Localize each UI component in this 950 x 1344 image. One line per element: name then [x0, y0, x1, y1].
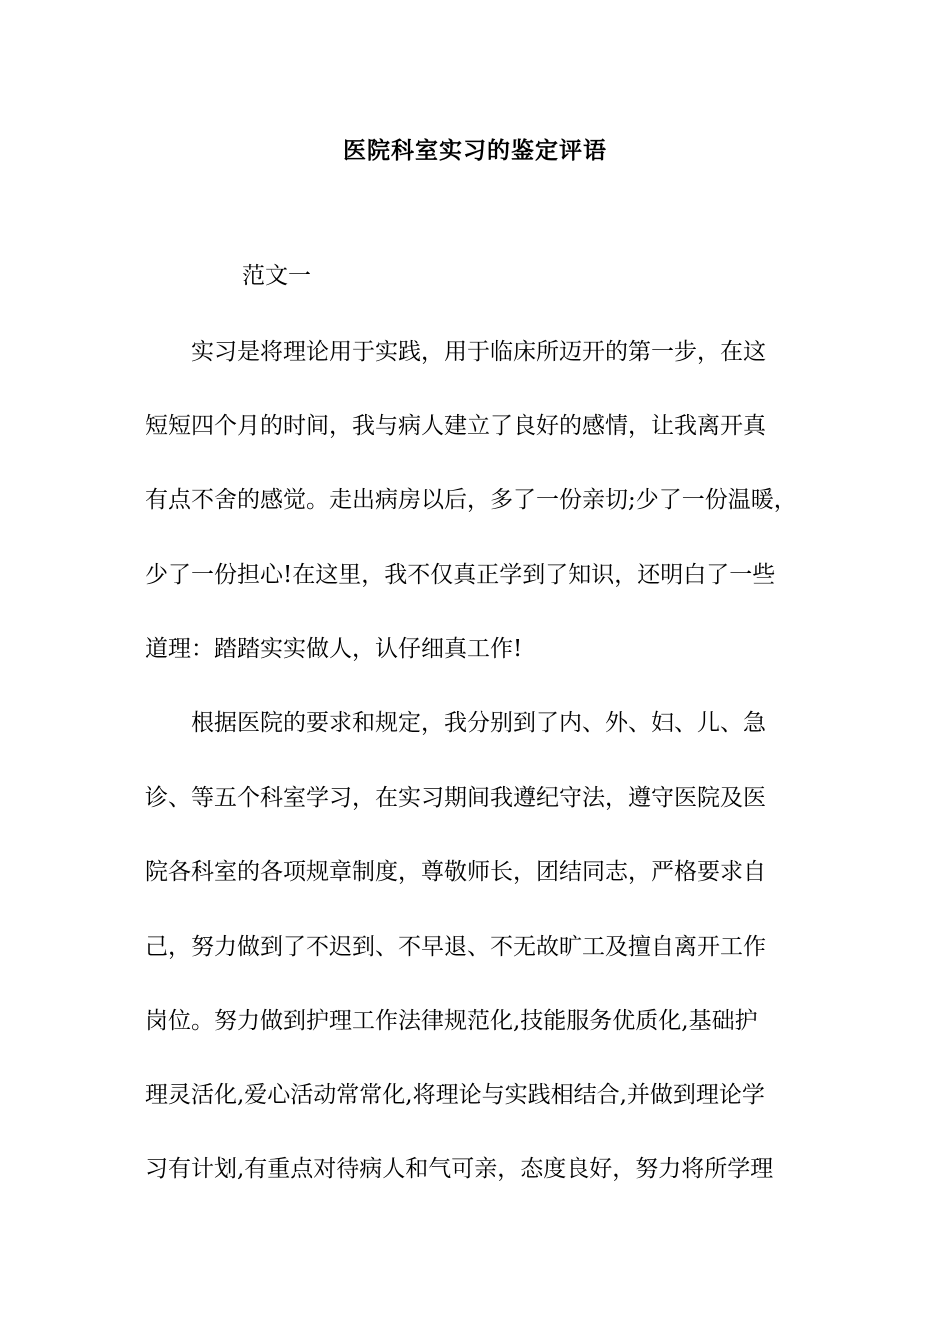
body-line-11: 理灵活化,爱心活动常常化,将理论与实践相结合,并做到理论学 [145, 1082, 765, 1108]
body-line-7: 诊、等五个科室学习，在实习期间我遵纪守法，遵守医院及医 [145, 785, 766, 811]
body-line-4: 少了一份担心!在这里，我不仅真正学到了知识，还明白了一些 [145, 562, 776, 588]
body-line-8: 院各科室的各项规章制度，尊敬师长，团结同志，严格要求自 [145, 859, 766, 885]
body-line-2: 短短四个月的时间，我与病人建立了良好的感情，让我离开真 [145, 413, 766, 439]
body-line-10: 岗位。努力做到护理工作法律规范化,技能服务优质化,基础护 [145, 1008, 758, 1034]
body-line-6: 根据医院的要求和规定，我分别到了内、外、妇、儿、急 [145, 710, 766, 736]
body-line-9: 己，努力做到了不迟到、不早退、不无故旷工及擅自离开工作 [145, 934, 766, 960]
body-line-5: 道理：踏踏实实做人，认仔细真工作! [145, 636, 523, 662]
body-line-12: 习有计划,有重点对待病人和气可亲，态度良好，努力将所学理 [145, 1156, 774, 1182]
section-label: 范文一 [242, 263, 311, 289]
body-line-1: 实习是将理论用于实践，用于临床所迈开的第一步，在这 [145, 339, 766, 365]
document-title: 医院科室实习的鉴定评语 [343, 137, 607, 164]
body-line-3: 有点不舍的感觉。走出病房以后，多了一份亲切;少了一份温暖， [145, 487, 797, 513]
